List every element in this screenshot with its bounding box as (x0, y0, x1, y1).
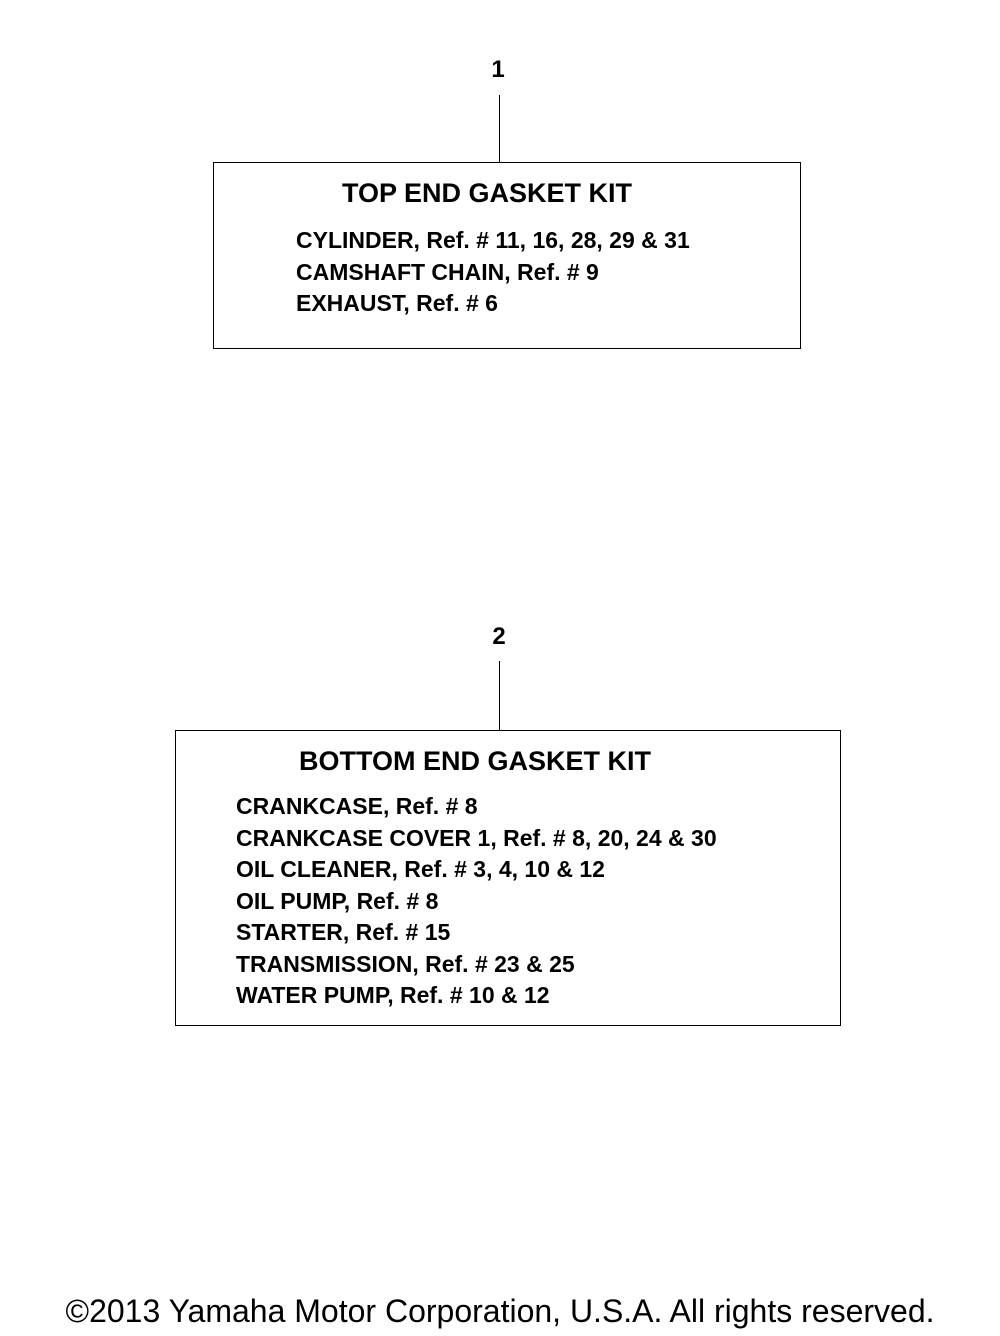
kit-item-list (296, 225, 690, 320)
kit-item-list (236, 791, 717, 1012)
callout-number-2: 2 (492, 623, 506, 650)
kit-item: OIL CLEANER, Ref. # 3, 4, 10 & 12 (236, 856, 605, 882)
kit-item: WATER PUMP, Ref. # 10 & 12 (236, 982, 550, 1008)
kit-item: TRANSMISSION, Ref. # 23 & 25 (236, 950, 575, 977)
kit-title: TOP END GASKET KIT (342, 178, 633, 208)
kit-item: OIL PUMP, Ref. # 8 (236, 887, 439, 914)
bottom-end-gasket-kit-box (175, 730, 841, 1026)
kit-item: CRANKCASE, Ref. # 8 (236, 793, 478, 819)
kit-title: BOTTOM END GASKET KIT (299, 746, 652, 776)
callout-number-1: 1 (491, 56, 505, 83)
top-end-gasket-kit-box (213, 162, 801, 349)
kit-item: STARTER, Ref. # 15 (236, 919, 451, 945)
kit-item: CAMSHAFT CHAIN, Ref. # 9 (296, 258, 599, 285)
leader-line-1 (499, 95, 500, 163)
kit-item: CRANKCASE COVER 1, Ref. # 8, 20, 24 & 30 (236, 824, 717, 851)
kit-item: EXHAUST, Ref. # 6 (296, 290, 498, 316)
kit-item: CYLINDER, Ref. # 11, 16, 28, 29 & 31 (296, 227, 690, 253)
copyright-notice: ©2013 Yamaha Motor Corporation, U.S.A. All rights reserved. (65, 1293, 935, 1329)
leader-line-2 (499, 661, 500, 731)
